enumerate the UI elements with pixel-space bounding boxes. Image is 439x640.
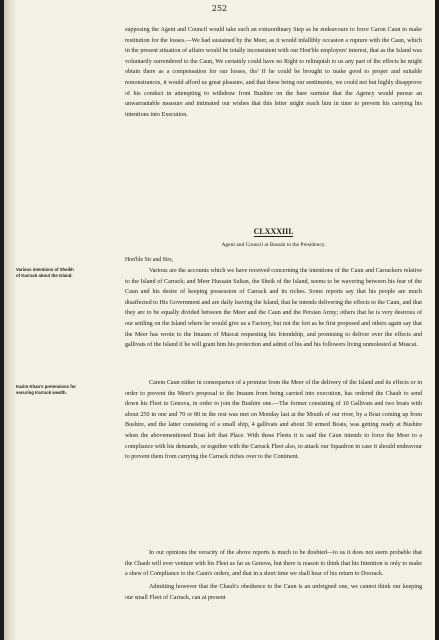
margin-note: Various intentions of Sheikh of Karrack about the Island. bbox=[16, 267, 74, 278]
document-page bbox=[4, 0, 435, 640]
paragraph: In our opinions the veracity of the above reports is much to be doubted—to us it does not seem probable that the Chaub will ever venture with his Fleet as far as Genova, but there is reason to think that his Intention is only to make a shew of Compliance to the Caun's orders, and that in a short time we shall hear of his return to Doorack. bbox=[125, 550, 422, 578]
paragraph: Various are the accounts which we have received concerning the intentions of the Caun and Carrackers relative to the Island of Carrack; and Meer Hussain Sultan, the Sheik of the Island, seems to be wavering between his fear of the Caun and his desire of keeping possession of Carrack and its riches. Some reports say that his people are much disaffected to His Government and are daily leaving the Island, that he intends delivering the effects to the Caun, and that they are to be equally divided between the Meer and the Caun and the Persian Army; others that he is very desirous of our settling on the Island where he would give us a Factory, but not the fort as he first proposed and others again say that the Meer has wrote to the Imaum of Muscat requesting his friendship, and promising to deliver over the effects and gallivats of the Island if he will grant him his protection and admit of his and his followers living unmolested at Muscat. bbox=[125, 268, 422, 349]
section-subheading: Agent and Council at Bassah to the Presidency. bbox=[221, 242, 326, 248]
section-heading bbox=[125, 227, 422, 236]
salutation: Hon'ble Sir and Sirs, bbox=[125, 257, 174, 263]
margin-note: Karim Khan's pretensions for securing Karrack wealth. bbox=[16, 384, 76, 395]
paragraph-continuation: supposing the Agent and Council would take such an extraordinary Step as he endeavours to force Caron Caun to make restitution for the losses.—We had sustained by the Meer, as it would infallibly occasion a rupture with the Caun, which in the present situation of affairs would be totally inconsistent with our Hon'ble employers' interest, that as the Island was voluntarily surrendered to the Caun, We certainly could have no Right to relinquish to us any part of the effects he might obtain there as a compensation for our losses, tho' If he could be brought to make good to proper and suitable remonstrances, it would afford us great pleasure, and that these being our sentiments, we could not but highly disapprove of his conduct in attempting to withdraw from Bushire on the bare surmise that the Agency would pursue an unwarrantable measure and intimated our wishes that this letter might reach him in time to prevent his carrying his intentions into Execution. bbox=[125, 27, 422, 118]
page-number: 252 bbox=[211, 4, 228, 13]
section-heading-text: CLXXXIII. bbox=[253, 227, 294, 236]
paragraph: Admitting however that the Chaub's obedience to the Caun is an unfeigned one, we cannot think our keeping our small Fleet of Carrack, can at present bbox=[125, 584, 422, 601]
paragraph: Carem Caun either in consequence of a promise from the Meer of the delivery of the Island and its effects or in order to prevent the Meer's proposal to the Imaum from being carried into execution, has ordered the Chaub to send down his Fleet to Genova, in order to join the Bushire one.—The former consisting of 10 Gallivats and two boats with about 250 in one and 70 or 80 in the rest was met on Monday last at the Mouth of our river, by a Boat coming up from Bushire, and the latter consisting of a small ship, 4 gallivats and about 30 armed Boats, was getting ready at Bushire when the abovementioned Boat left that Place. With these Fleets it is said the Caun intends to force the Meer to a compliance with his demands, or together with the Carrack Fleet also, to attack our Squadron in case it should endeavour to prevent them from carrying the Carrack riches over to the Continent. bbox=[125, 380, 422, 461]
page-fold-shadow bbox=[4, 0, 16, 640]
